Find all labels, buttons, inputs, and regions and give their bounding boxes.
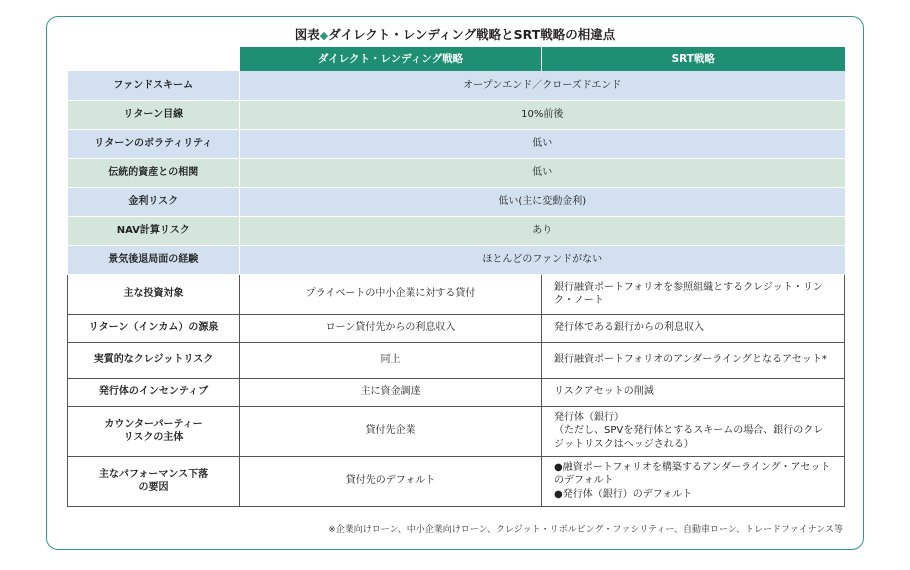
row-value-merged: 10%前後 — [240, 100, 845, 129]
column-header-direct-lending: ダイレクト・レンディング戦略 — [240, 47, 542, 71]
figure-frame — [46, 16, 864, 550]
srt-cell: 発行体（銀行） （ただし、SPVを発行体とするスキームの場合、銀行のクレジットリスクはヘッジされる） — [542, 406, 845, 456]
row-label: 景気後退局面の経験 — [68, 245, 240, 274]
row-label: リターン目線 — [68, 100, 240, 129]
row-value-merged: ほとんどのファンドがない — [240, 245, 845, 274]
row-value-merged: 低い(主に変動金利) — [240, 187, 845, 216]
table-row — [68, 456, 845, 506]
row-label: リターン（インカム）の源泉 — [68, 314, 240, 342]
direct-lending-cell: 同上 — [240, 342, 542, 378]
figure-title-text: ダイレクト・レンディング戦略とSRT戦略の相違点 — [328, 27, 616, 42]
row-value-merged: オープンエンド／クローズドエンド — [240, 71, 845, 100]
row-value-merged: 低い — [240, 158, 845, 187]
direct-lending-cell: 貸付先のデフォルト — [240, 456, 542, 506]
column-header-srt: SRT戦略 — [542, 47, 845, 71]
diamond-icon: ◆ — [319, 29, 329, 42]
row-label: ファンドスキーム — [68, 71, 240, 100]
direct-lending-cell: プライベートの中小企業に対する貸付 — [240, 274, 542, 314]
direct-lending-cell: 貸付先企業 — [240, 406, 542, 456]
figure-title — [47, 25, 863, 43]
direct-lending-cell: 主に資金調達 — [240, 378, 542, 406]
header-blank-cell — [68, 47, 240, 71]
srt-cell: 銀行融資ポートフォリオを参照組織とするクレジット・リンク・ノート — [542, 274, 845, 314]
table-row — [68, 274, 845, 314]
table-row — [68, 187, 845, 216]
table-row — [68, 314, 845, 342]
comparison-table — [67, 47, 845, 507]
figure-title-prefix: 図表 — [294, 27, 320, 42]
table-row — [68, 100, 845, 129]
table-row — [68, 378, 845, 406]
table-row — [68, 245, 845, 274]
table-row — [68, 342, 845, 378]
row-label: 発行体のインセンティブ — [68, 378, 240, 406]
srt-cell: 銀行融資ポートフォリオのアンダーライングとなるアセット* — [542, 342, 845, 378]
table-row — [68, 158, 845, 187]
srt-cell: 発行体である銀行からの利息収入 — [542, 314, 845, 342]
table-row — [68, 406, 845, 456]
table-row — [68, 216, 845, 245]
table-body — [68, 71, 845, 506]
row-value-merged: 低い — [240, 129, 845, 158]
srt-cell: ●融資ポートフォリオを構築するアンダーライング・アセットのデフォルト ●発行体（銀行）のデフォルト — [542, 456, 845, 506]
srt-cell: リスクアセットの削減 — [542, 378, 845, 406]
row-label: 実質的なクレジットリスク — [68, 342, 240, 378]
table-row — [68, 71, 845, 100]
row-label: 主な投資対象 — [68, 274, 240, 314]
row-value-merged: あり — [240, 216, 845, 245]
row-label: 伝統的資産との相関 — [68, 158, 240, 187]
row-label: 金利リスク — [68, 187, 240, 216]
direct-lending-cell: ローン貸付先からの利息収入 — [240, 314, 542, 342]
header-row — [68, 47, 845, 71]
table-row — [68, 129, 845, 158]
row-label: NAV計算リスク — [68, 216, 240, 245]
row-label: 主なパフォーマンス下落 の要因 — [68, 456, 240, 506]
row-label: リターンのボラティリティ — [68, 129, 240, 158]
row-label: カウンターパーティー リスクの主体 — [68, 406, 240, 456]
footnote: ※企業向けローン、中小企業向けローン、クレジット・リボルビング・ファシリティー、自動車ローン、トレードファイナンス等 — [328, 525, 843, 535]
